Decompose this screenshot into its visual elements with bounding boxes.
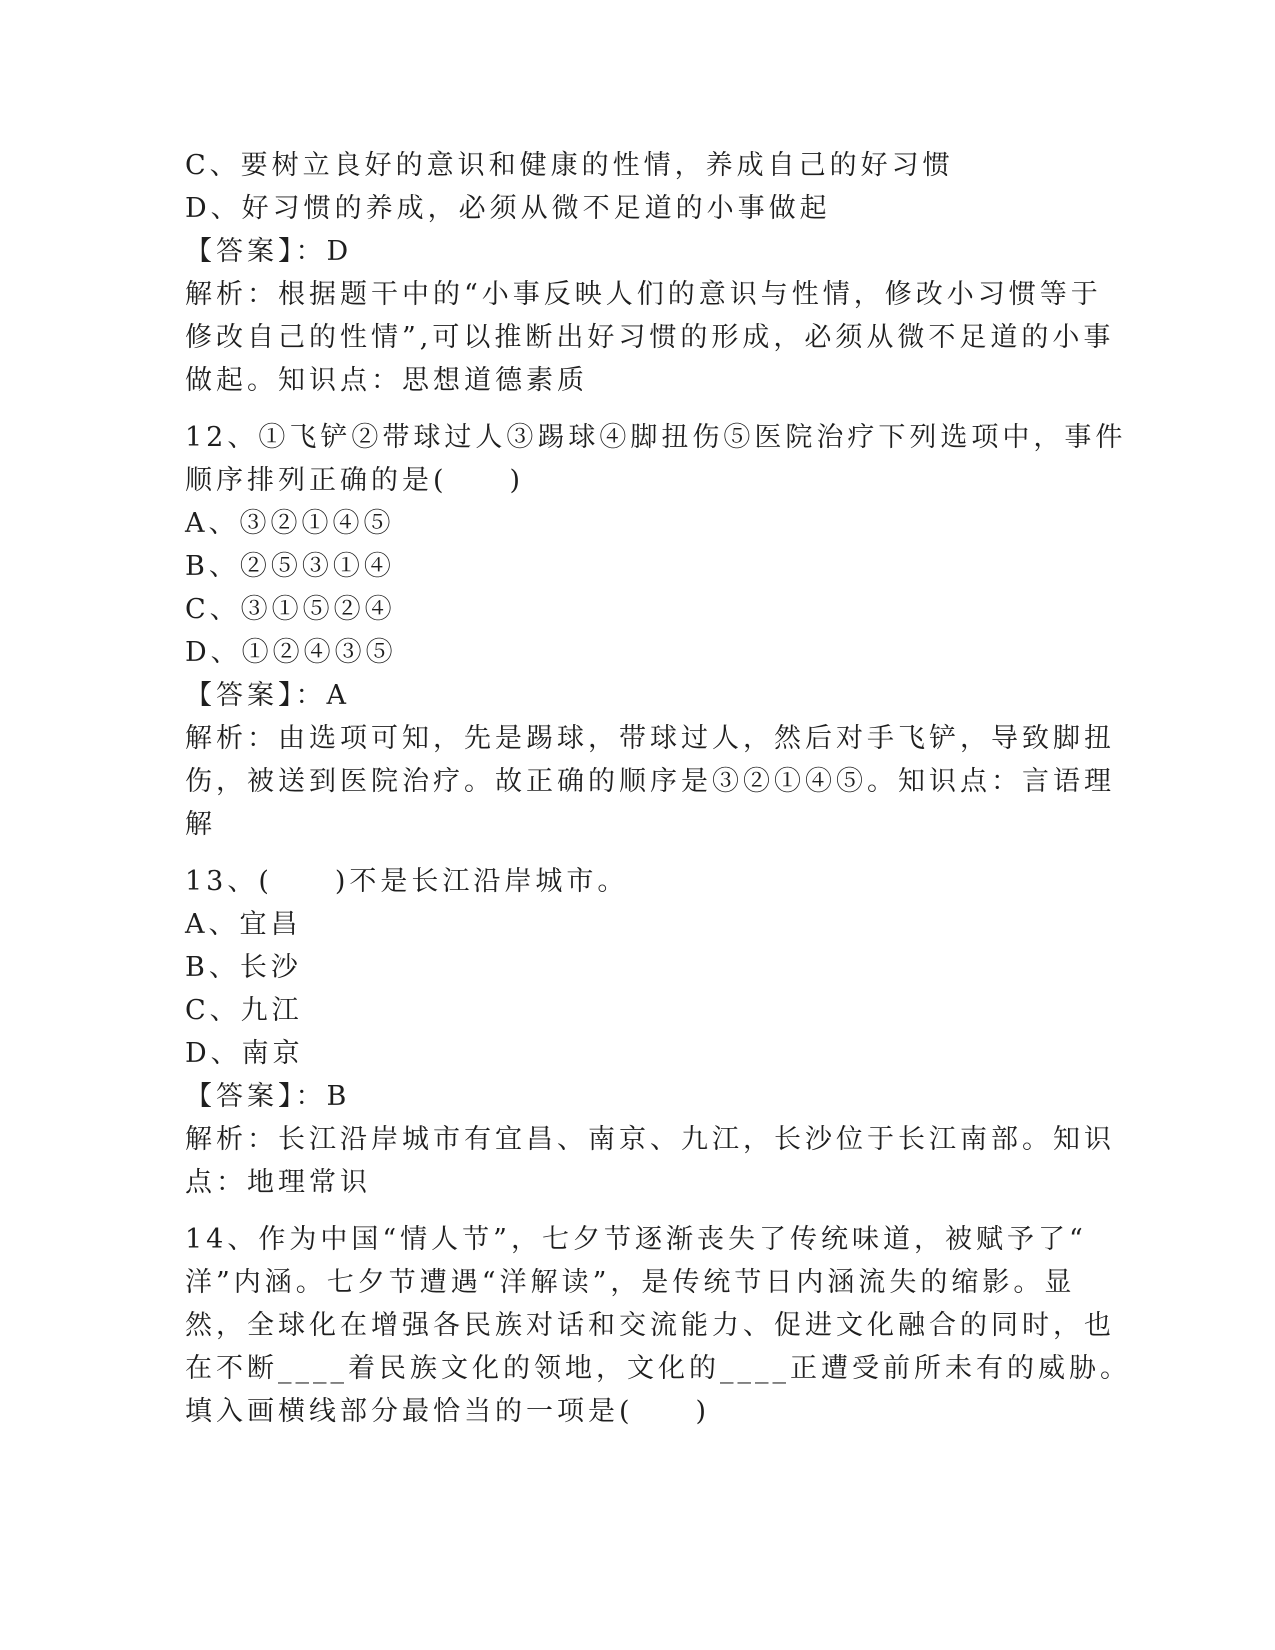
q12-option-d: D、①②④③⑤ (185, 637, 397, 668)
q13-answer: 【答案】：B (185, 1081, 351, 1112)
q13-option-b: B、长沙 (185, 952, 302, 983)
q12-option-c: C、③①⑤②④ (185, 594, 396, 625)
document-page (185, 144, 1131, 1433)
q12-stem-line: 12、①飞铲②带球过人③踢球④脚扭伤⑤医院治疗下列选项中，事件 (185, 422, 1127, 453)
q13-option-a: A、宜昌 (185, 909, 302, 940)
q13-stem: 13、( )不是长江沿岸城市。 (185, 866, 629, 897)
q12-analysis-line: 解 (185, 809, 216, 840)
q12-answer: 【答案】：A (185, 680, 350, 711)
q11-analysis-line: 解析：根据题干中的“小事反映人们的意识与性情，修改小习惯等于 (185, 279, 1102, 310)
q14-stem-line: 洋”内涵。七夕节遭遇“洋解读”，是传统节日内涵流失的缩影。显 (185, 1267, 1076, 1298)
q13-analysis-line: 点：地理常识 (185, 1167, 371, 1198)
q14-stem-line: 在不断____着民族文化的领地，文化的____正遭受前所未有的威胁。 (185, 1353, 1131, 1384)
q13-option-d: D、南京 (185, 1038, 304, 1069)
q12-analysis-line: 解析：由选项可知，先是踢球，带球过人，然后对手飞铲，导致脚扭 (185, 723, 1115, 754)
q11-analysis-line: 做起。知识点：思想道德素质 (185, 365, 588, 396)
q11-option-d: D、好习惯的养成，必须从微不足道的小事做起 (185, 193, 831, 224)
q14-stem-line: 填入画横线部分最恰当的一项是( ) (185, 1396, 711, 1427)
q12-option-b: B、②⑤③①④ (185, 551, 395, 582)
q13-analysis-line: 解析：长江沿岸城市有宜昌、南京、九江，长沙位于长江南部。知识 (185, 1124, 1115, 1155)
q11-answer: 【答案】：D (185, 236, 353, 267)
q14-stem-line: 14、作为中国“情人节”，七夕节逐渐丧失了传统味道，被赋予了“ (185, 1224, 1087, 1255)
q14-stem-line: 然，全球化在增强各民族对话和交流能力、促进文化融合的同时，也 (185, 1310, 1115, 1341)
q11-option-c: C、要树立良好的意识和健康的性情，养成自己的好习惯 (185, 150, 954, 181)
q12-analysis-line: 伤，被送到医院治疗。故正确的顺序是③②①④⑤。知识点：言语理 (185, 766, 1115, 797)
q12-option-a: A、③②①④⑤ (185, 508, 395, 539)
q12-stem-line: 顺序排列正确的是( ) (185, 465, 525, 496)
q13-option-c: C、九江 (185, 995, 303, 1026)
q11-analysis-line: 修改自己的性情”,可以推断出好习惯的形成，必须从微不足道的小事 (185, 322, 1115, 353)
